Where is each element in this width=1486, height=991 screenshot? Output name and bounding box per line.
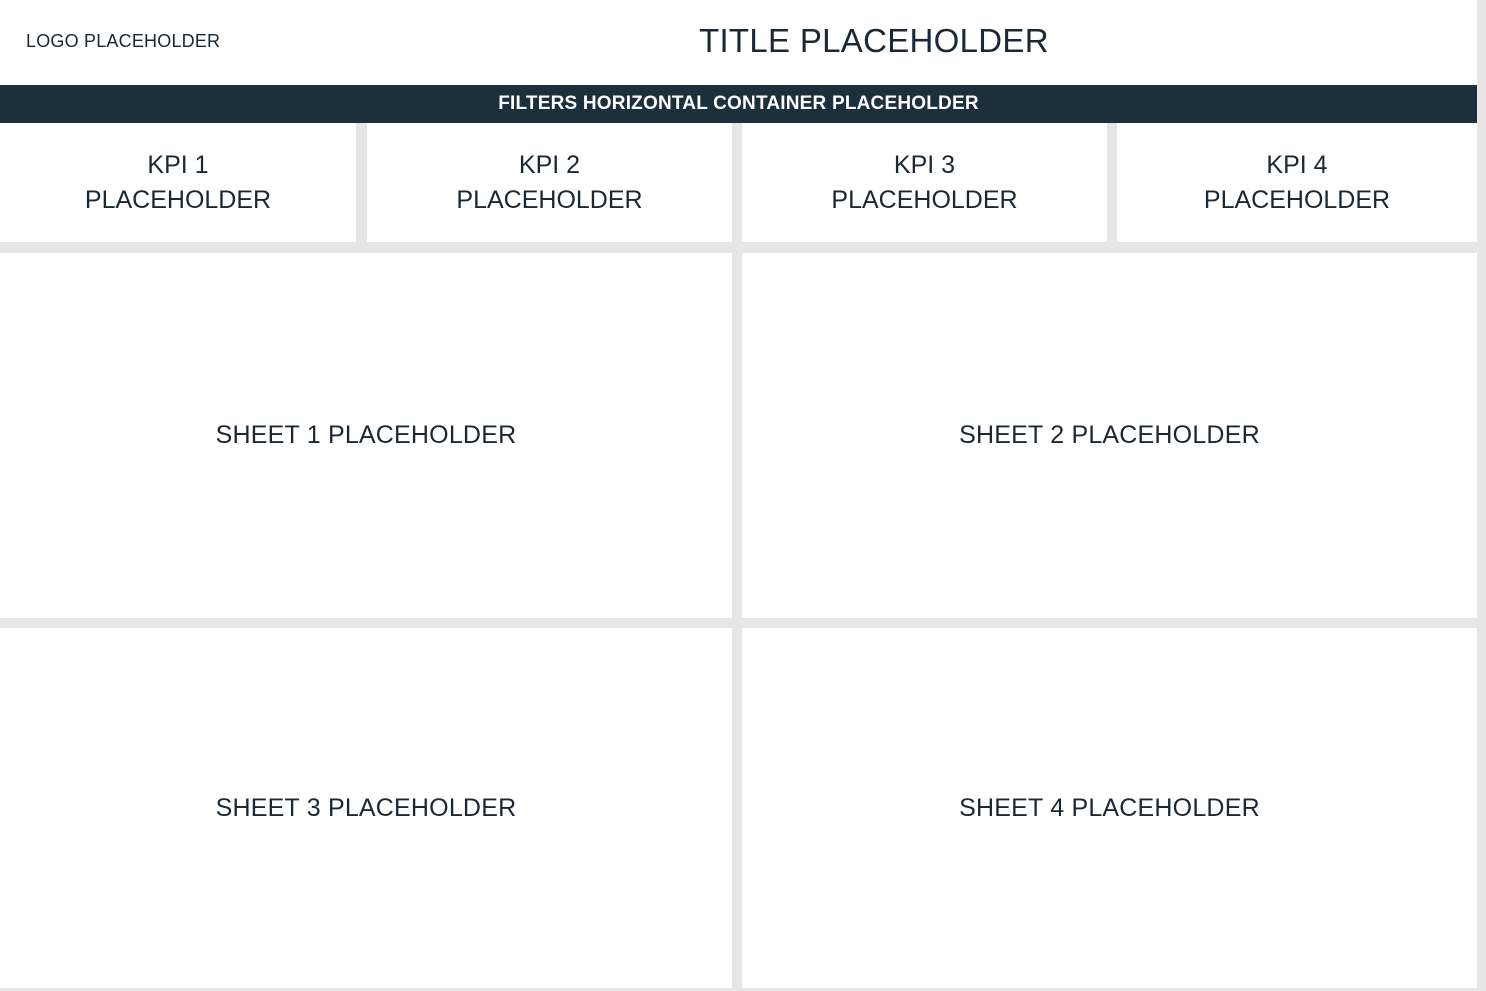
logo-placeholder: LOGO PLACEHOLDER bbox=[26, 31, 221, 51]
sheet-1-label: SHEET 1 PLACEHOLDER bbox=[215, 421, 517, 449]
kpi-tile-4 bbox=[1117, 123, 1477, 242]
kpi-3-subtitle: PLACEHOLDER bbox=[831, 185, 1018, 214]
kpi-4-subtitle: PLACEHOLDER bbox=[1203, 185, 1391, 214]
kpi-3-title: KPI 3 bbox=[893, 150, 956, 179]
kpi-2-subtitle: PLACEHOLDER bbox=[456, 185, 643, 214]
filters-container[interactable] bbox=[0, 85, 1477, 123]
sheet-4-label: SHEET 4 PLACEHOLDER bbox=[959, 793, 1260, 822]
right-edge-divider bbox=[1477, 0, 1486, 991]
header-bar bbox=[0, 0, 1477, 85]
sheet-3-label: SHEET 3 PLACEHOLDER bbox=[215, 793, 517, 822]
page-title: TITLE PLACEHOLDER bbox=[699, 22, 1049, 59]
kpi-4-title: KPI 4 bbox=[1266, 150, 1328, 179]
sheet-tile-4 bbox=[742, 628, 1477, 988]
sheet-tile-1 bbox=[0, 253, 732, 618]
kpi-1-subtitle: PLACEHOLDER bbox=[84, 185, 272, 214]
kpi-1-title: KPI 1 bbox=[147, 150, 209, 179]
kpi-tile-3 bbox=[742, 123, 1107, 242]
kpi-tile-1 bbox=[0, 123, 356, 242]
sheet-tile-2 bbox=[742, 253, 1477, 618]
kpi-2-title: KPI 2 bbox=[518, 150, 581, 179]
kpi-tile-2 bbox=[367, 123, 732, 242]
sheet-2-label: SHEET 2 PLACEHOLDER bbox=[959, 421, 1260, 449]
filters-label: FILTERS HORIZONTAL CONTAINER PLACEHOLDER bbox=[498, 93, 979, 114]
sheet-tile-3 bbox=[0, 628, 732, 988]
